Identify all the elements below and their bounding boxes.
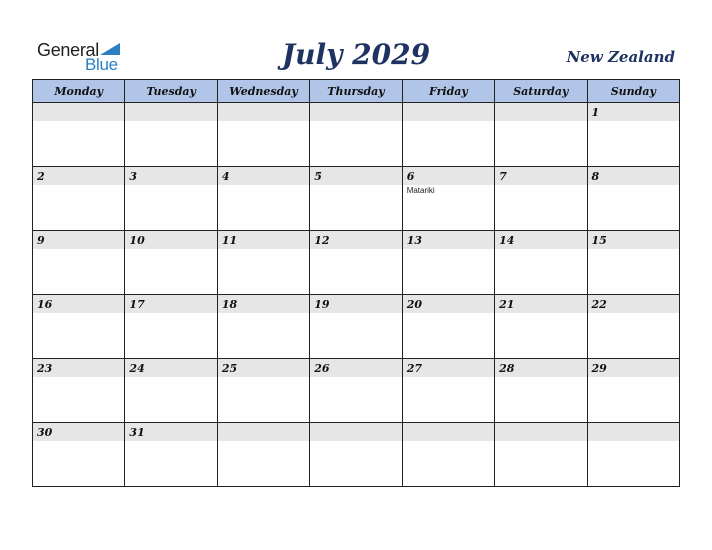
day-number: 25 <box>221 362 238 375</box>
day-cell <box>495 295 587 359</box>
day-number-bar <box>310 231 401 249</box>
day-number: 24 <box>129 362 145 375</box>
day-number: 2 <box>37 170 45 183</box>
day-number-bar <box>218 231 309 249</box>
day-number: 4 <box>221 170 230 183</box>
day-number: 22 <box>591 298 607 311</box>
day-cell <box>217 295 309 359</box>
day-cell <box>33 167 125 231</box>
day-cell <box>33 231 125 295</box>
day-cell <box>495 167 587 231</box>
weekday-header: Monday <box>33 80 125 103</box>
day-number: 15 <box>591 234 607 247</box>
day-cell <box>402 423 494 487</box>
day-number-bar <box>125 167 216 185</box>
day-number-bar <box>495 167 586 185</box>
day-cell <box>402 231 494 295</box>
week-row <box>33 423 680 487</box>
day-number-bar <box>310 295 401 313</box>
day-number: 21 <box>499 298 515 311</box>
logo-word-general: General <box>37 40 99 60</box>
day-cell <box>402 359 494 423</box>
day-number: 11 <box>221 234 238 247</box>
day-number: 19 <box>314 298 330 311</box>
day-cell <box>402 295 494 359</box>
day-number-bar <box>218 423 309 441</box>
day-cell <box>33 295 125 359</box>
day-number-bar <box>588 295 679 313</box>
holiday-label: Matariki <box>406 186 435 195</box>
day-cell <box>33 423 125 487</box>
day-number-bar <box>403 103 494 121</box>
day-cell <box>310 103 402 167</box>
weekday-header-row <box>33 80 680 103</box>
day-number: 23 <box>37 362 53 375</box>
day-cell <box>217 103 309 167</box>
calendar-title: July 2029 <box>281 38 431 71</box>
day-cell <box>125 423 217 487</box>
day-number-bar <box>588 167 679 185</box>
day-cell <box>310 295 402 359</box>
day-number: 14 <box>499 234 515 247</box>
day-number-bar <box>403 423 494 441</box>
weekday-header: Sunday <box>587 80 679 103</box>
week-row <box>33 359 680 423</box>
day-number-bar <box>588 231 679 249</box>
day-number: 5 <box>314 170 322 183</box>
day-number-bar <box>310 423 401 441</box>
day-number: 1 <box>591 106 600 119</box>
day-number-bar <box>33 295 124 313</box>
day-number-bar <box>588 423 679 441</box>
day-cell <box>33 103 125 167</box>
day-cell <box>217 231 309 295</box>
day-number-bar <box>403 295 494 313</box>
day-number-bar <box>310 103 401 121</box>
day-cell <box>402 167 494 231</box>
day-number: 8 <box>591 170 600 183</box>
day-cell <box>310 231 402 295</box>
weekday-header: Thursday <box>310 80 402 103</box>
logo-word-blue: Blue <box>85 55 118 74</box>
day-number-bar <box>125 231 216 249</box>
day-number-bar <box>125 103 216 121</box>
day-number: 3 <box>129 170 138 183</box>
day-number-bar <box>495 295 586 313</box>
day-cell <box>217 359 309 423</box>
week-row <box>33 103 680 167</box>
day-cell <box>125 167 217 231</box>
day-number-bar <box>495 231 586 249</box>
day-number: 10 <box>129 234 145 247</box>
day-cell <box>402 103 494 167</box>
day-number-bar <box>495 423 586 441</box>
country-name: New Zealand <box>566 48 675 66</box>
weekday-header: Tuesday <box>125 80 217 103</box>
day-number: 26 <box>314 362 330 375</box>
day-cell <box>125 295 217 359</box>
day-cell <box>587 231 679 295</box>
weekday-header: Wednesday <box>217 80 309 103</box>
day-cell <box>587 167 679 231</box>
day-number-bar <box>33 231 124 249</box>
day-number-bar <box>218 167 309 185</box>
day-number-bar <box>310 167 401 185</box>
day-number: 28 <box>499 362 515 375</box>
day-number-bar <box>310 359 401 377</box>
day-number-bar <box>33 167 124 185</box>
day-cell <box>495 359 587 423</box>
day-number-bar <box>33 423 124 441</box>
day-number: 20 <box>406 298 422 311</box>
day-number-bar <box>403 359 494 377</box>
weekday-header: Friday <box>402 80 494 103</box>
day-number-bar <box>33 103 124 121</box>
day-number: 6 <box>406 170 415 183</box>
day-number-bar <box>403 167 494 185</box>
day-number-bar <box>495 103 586 121</box>
calendar-grid <box>32 79 680 487</box>
day-number-bar <box>125 423 216 441</box>
day-cell <box>495 231 587 295</box>
day-cell <box>587 423 679 487</box>
week-row <box>33 231 680 295</box>
day-cell <box>310 423 402 487</box>
week-row <box>33 295 680 359</box>
day-cell <box>310 359 402 423</box>
day-number-bar <box>218 359 309 377</box>
day-number-bar <box>125 359 216 377</box>
day-cell <box>217 167 309 231</box>
day-number-bar <box>218 295 309 313</box>
day-number-bar <box>495 359 586 377</box>
day-cell <box>217 423 309 487</box>
day-number-bar <box>588 359 679 377</box>
day-number-bar <box>33 359 124 377</box>
day-number: 12 <box>314 234 330 247</box>
day-number: 9 <box>37 234 45 247</box>
day-cell <box>587 103 679 167</box>
day-number: 13 <box>406 234 422 247</box>
day-number: 18 <box>221 298 238 311</box>
day-cell <box>125 103 217 167</box>
day-cell <box>310 167 402 231</box>
day-number: 29 <box>591 362 607 375</box>
day-cell <box>125 359 217 423</box>
day-number-bar <box>588 103 679 121</box>
day-number: 27 <box>406 362 422 375</box>
day-number: 16 <box>37 298 53 311</box>
day-cell <box>33 359 125 423</box>
weekday-header: Saturday <box>495 80 587 103</box>
day-cell <box>495 103 587 167</box>
day-number: 7 <box>499 170 507 183</box>
day-number: 30 <box>37 426 53 439</box>
day-number-bar <box>218 103 309 121</box>
day-cell <box>125 231 217 295</box>
day-number: 17 <box>129 298 145 311</box>
day-number-bar <box>403 231 494 249</box>
day-number: 31 <box>129 426 145 439</box>
week-row <box>33 167 680 231</box>
day-cell <box>587 359 679 423</box>
day-cell <box>495 423 587 487</box>
day-number-bar <box>125 295 216 313</box>
day-cell <box>587 295 679 359</box>
